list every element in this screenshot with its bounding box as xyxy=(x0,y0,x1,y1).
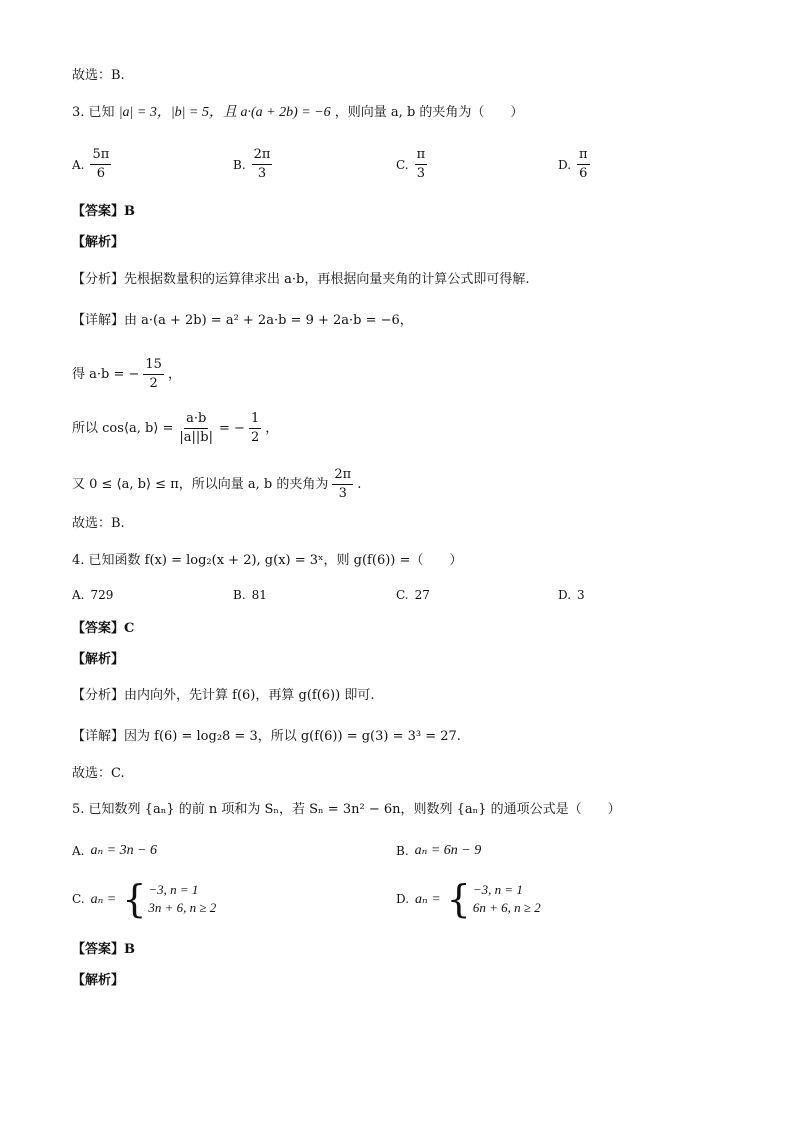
piecewise: { −3, n = 1 3n + 6, n ≥ 2 xyxy=(122,877,217,921)
q4-option-b: B. 81 xyxy=(233,588,267,602)
analysis-label: 【解析】 xyxy=(72,973,125,988)
analysis-label: 【解析】 xyxy=(72,652,125,667)
brace-glyph: { xyxy=(446,877,471,921)
question-4: 4. 已知函数 f(x) = log₂(x + 2), g(x) = 3ˣ，则 g(f(6)) =（ ） xyxy=(72,553,463,568)
answer-label: 【答案】C xyxy=(72,621,135,636)
cosine-line: 所以 cos⟨a, b⟩ = $\frac{a\cdot b}{|a||b|}$ = − $\frac{1}{2}$ ， xyxy=(72,411,279,445)
q4-option-a: A. 729 xyxy=(72,588,114,602)
option-fraction: $\frac{5\pi}{6}$ xyxy=(92,147,110,181)
choice-line: 故选：B. xyxy=(72,68,125,83)
option-fraction: $\frac{2\pi}{3}$ xyxy=(253,147,271,181)
q3-option-c xyxy=(396,146,427,183)
brace-glyph: { xyxy=(122,877,147,921)
q3-option-d xyxy=(558,146,590,183)
q5-option-d: D. aₙ = { −3, n = 1 6n + 6, n ≥ 2 xyxy=(396,877,541,921)
detail-text: 【详解】由 a·(a + 2b) = a² + 2a·b = 9 + 2a·b = −6， xyxy=(72,313,413,328)
fraction: $\frac{15}{2}$ xyxy=(145,357,162,391)
derivation-line: 得 a·b = − $\frac{15}{2}$ ， xyxy=(72,357,181,391)
q5-option-a: A. aₙ = 3n − 6 xyxy=(72,843,158,858)
detail-text: 【详解】因为 f(6) = log₂8 = 3，所以 g(f(6)) = g(3) = 3³ = 27. xyxy=(72,729,461,744)
q4-option-c: C. 27 xyxy=(396,588,430,602)
option-fraction: $\frac{\pi}{6}$ xyxy=(579,147,588,181)
question-3-number: 3. 已知 xyxy=(72,105,115,120)
q3-option-b xyxy=(233,146,272,183)
fraction: $\frac{1}{2}$ xyxy=(250,411,260,445)
answer-label: 【答案】B xyxy=(72,942,135,957)
option-letter: D. xyxy=(558,157,572,172)
q5-option-b: B. aₙ = 6n − 9 xyxy=(396,843,482,858)
range-line: 又 0 ≤ ⟨a, b⟩ ≤ π，所以向量 a, b 的夹角为 $\frac{2\pi}{3}$ . xyxy=(72,467,362,501)
answer-label: 【答案】B xyxy=(72,204,135,219)
choice-line: 故选：B. xyxy=(72,516,125,531)
fraction: $\frac{2\pi}{3}$ xyxy=(334,467,352,501)
analysis-text: 【分析】由内向外，先计算 f(6)，再算 g(f(6)) 即可. xyxy=(72,688,375,703)
option-letter: C. xyxy=(396,157,409,172)
analysis-label: 【解析】 xyxy=(72,235,125,250)
q3-option-a xyxy=(72,146,111,183)
question-3-stem: ，则向量 a, b 的夹角为（ ） xyxy=(334,105,524,120)
question-3-condition: |a| = 3，|b| = 5，且 a·(a + 2b) = −6 xyxy=(118,105,331,120)
q4-option-d: D. 3 xyxy=(558,588,585,602)
question-3 xyxy=(72,103,523,123)
fraction: $\frac{a\cdot b}{|a||b|}$ xyxy=(179,411,214,445)
q5-option-c: C. aₙ = { −3, n = 1 3n + 6, n ≥ 2 xyxy=(72,877,217,921)
choice-line: 故选：C. xyxy=(72,766,125,781)
analysis-text: 【分析】先根据数量积的运算律求出 a·b，再根据向量夹角的计算公式即可得解. xyxy=(72,272,530,287)
option-letter: A. xyxy=(72,157,85,172)
option-fraction: $\frac{\pi}{3}$ xyxy=(416,147,426,181)
question-5: 5. 已知数列 {aₙ} 的前 n 项和为 Sₙ，若 Sₙ = 3n² − 6n，则数列 {aₙ} 的通项公式是（ ） xyxy=(72,802,621,817)
piecewise: { −3, n = 1 6n + 6, n ≥ 2 xyxy=(446,877,541,921)
option-letter: B. xyxy=(233,157,246,172)
